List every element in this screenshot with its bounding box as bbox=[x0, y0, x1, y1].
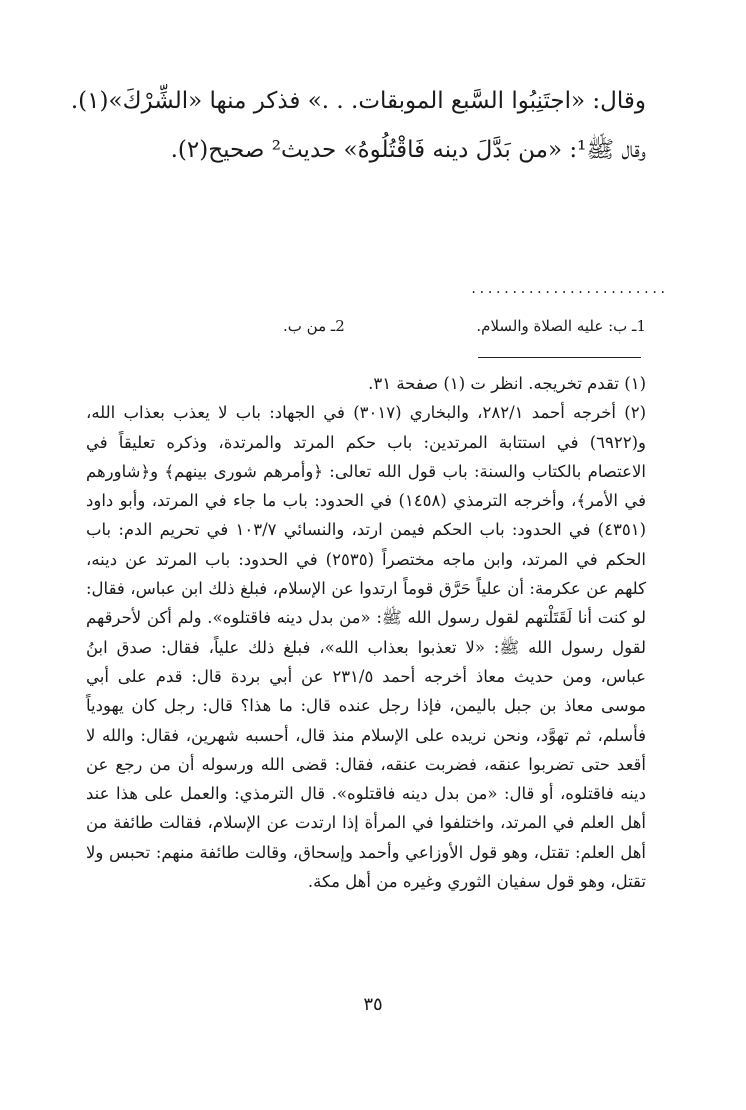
separator-dots: ........................ bbox=[470, 282, 668, 296]
footnote-1: (١) تقدم تخريجه. انظر ت (١) صفحة ٣١. bbox=[368, 374, 646, 393]
variant-note-1: 1ـ ب: عليه الصلاة والسلام. bbox=[476, 317, 646, 335]
variant-note-2: 2ـ من ب. bbox=[283, 317, 345, 335]
footnote-separator-rule bbox=[478, 357, 641, 358]
footnote-2: (٢) أخرجه أحمد ٢٨٢/١، والبخاري (٣٠١٧) في الجهاد: باب لا يعذب بعذاب الله، و(٦٩٢٢) في استتابة المرتدين: باب حكم المرتد والمرتدة، وذكره تعليقاً في الاعتصام بالكتاب والسنة: باب قول الله تعالى: ﴿وأمرهم شورى بينهم﴾ و﴿شاورهم في الأمر﴾، وأخرجه الترمذي (١٤٥٨) في الحدود: باب ما جاء في المرتد، وأبو داود (٤٣٥١) في الحدود: باب الحكم فيمن ارتد، والنسائي ١٠٣/٧ في تحريم الدم: باب الحكم في المرتد، وابن ماجه مختصراً (٢٥٣٥) في الحدود: باب المرتد عن دينه، كلهم عن عكرمة: أن علياً حَرَّق قوماً ارتدوا عن الإسلام، فبلغ ذلك ابن عباس، فقال: لو كنت أنا لَقَتَلْتهم لقول رسول الله ﷺ: «من بدل دينه فاقتلوه». ولم أكن لأحرقهم لقول رسول الله ﷺ: «لا تعذبوا بعذاب الله»، فبلغ ذلك علياً، فقال: صدق ابنُ عباس، ومن حديث معاذ أخرجه أحمد ٢٣١/٥ عن أبي بردة قال: قدم على أبي موسى معاذ بن جبل باليمن، فإذا رجل عنده قال: ما هذا؟ قال: رجل كان يهودياً فأسلم، ثم تهوَّد، ونحن نريده على الإسلام منذ قال، أحسبه شهرين، فقال: والله لا أقعد حتى تضربوا عنقه، فضربت عنقه، فقال: قضى الله ورسوله أن من رجع عن دينه فاقتلوه، أو قال: «من بدل دينه فاقتلوه». قال الترمذي: والعمل على هذا عند أهل العلم في المرتد، واختلفوا في المرأة إذا ارتدت عن الإسلام، فقالت طائفة من أهل العلم: تقتل، وهو قول الأوزاعي وأحمد وإسحاق، وقالت طائفة منهم: تحبس ولا تقتل، وهو قول سفيان الثوري وغيره من أهل مكة. bbox=[86, 403, 646, 892]
page-number: ٣٥ bbox=[363, 994, 383, 1015]
footnotes-block bbox=[86, 369, 646, 896]
main-text-line-1: وقال: «اجتَنِبُوا السَّبع الموبقات. . .» فذكر منها «الشِّرْكَ»(١). bbox=[70, 88, 646, 114]
main-text-line-2: وقال ﷺ¹: «من بَدَّلَ دينه فَاقْتُلُوهُ» حديث² صحيح(٢). bbox=[170, 137, 646, 163]
